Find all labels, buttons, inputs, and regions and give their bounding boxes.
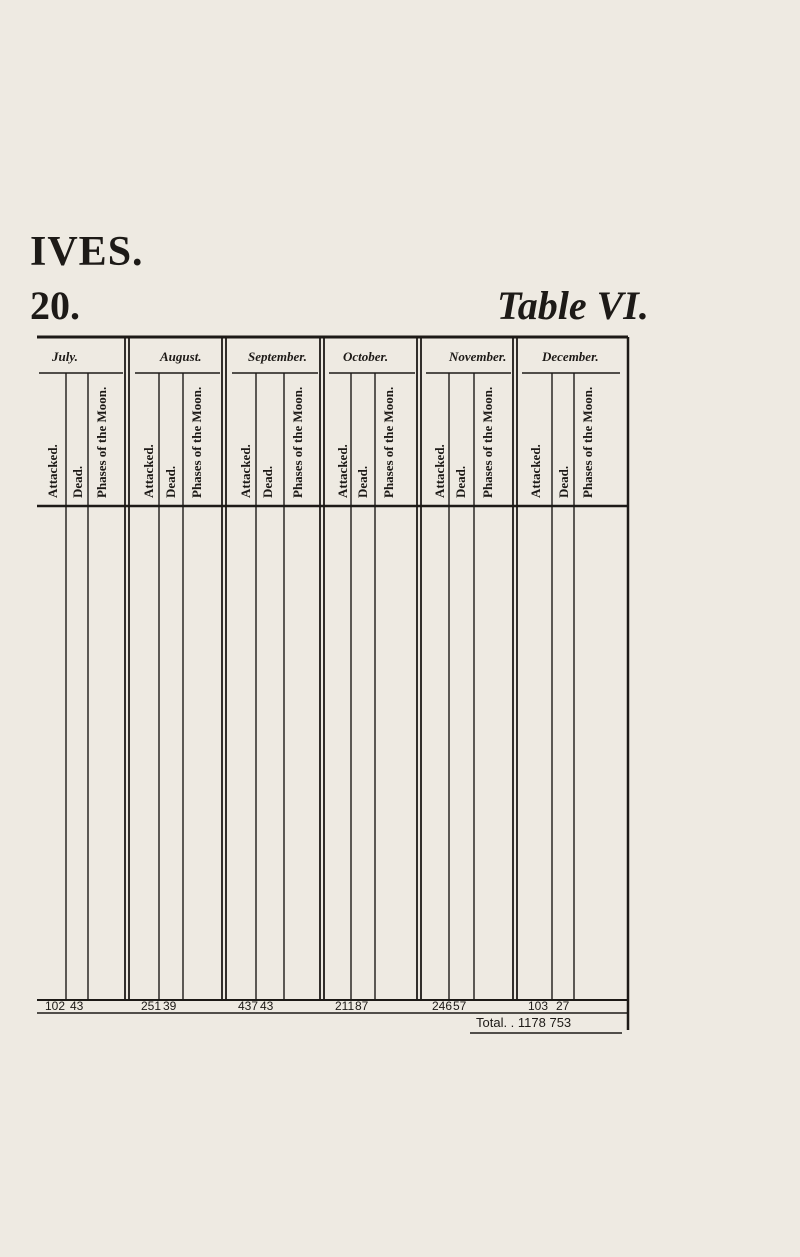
column-header-phases: Phases of the Moon.	[480, 386, 495, 498]
column-header-attacked: Attacked.	[238, 444, 253, 498]
column-header-attacked: Attacked.	[432, 444, 447, 498]
page-number: 20.	[30, 283, 80, 328]
column-header-dead: Dead.	[70, 465, 85, 498]
column-header-dead: Dead.	[453, 465, 468, 498]
table-title: Table VI.	[497, 283, 649, 328]
month-total-attacked: 246	[432, 999, 453, 1013]
page-heading: IVES.	[30, 229, 144, 275]
column-header-phases: Phases of the Moon.	[580, 386, 595, 498]
column-header-phases: Phases of the Moon.	[189, 386, 204, 498]
column-header-attacked: Attacked.	[45, 444, 60, 498]
month-total-attacked: 437	[238, 999, 259, 1013]
column-header-phases: Phases of the Moon.	[381, 386, 396, 498]
grand-total: Total. . 1178 753	[476, 1015, 572, 1030]
month-total-attacked: 251	[141, 999, 162, 1013]
month-header: October.	[343, 349, 389, 364]
month-total-dead: 27	[556, 999, 570, 1013]
month-total-attacked: 211	[335, 999, 355, 1013]
column-header-dead: Dead.	[355, 465, 370, 498]
column-header-dead: Dead.	[556, 465, 571, 498]
column-header-phases: Phases of the Moon.	[94, 386, 109, 498]
column-header-attacked: Attacked.	[528, 444, 543, 498]
column-header-dead: Dead.	[260, 465, 275, 498]
month-total-dead: 87	[355, 999, 369, 1013]
month-header: November.	[449, 349, 507, 364]
month-total-dead: 43	[70, 999, 84, 1013]
month-header: August.	[160, 349, 202, 364]
month-total-dead: 57	[453, 999, 467, 1013]
column-header-attacked: Attacked.	[335, 444, 350, 498]
month-header: December.	[542, 349, 599, 364]
month-header: September.	[248, 349, 307, 364]
column-header-attacked: Attacked.	[141, 444, 156, 498]
month-total-dead: 39	[163, 999, 177, 1013]
month-header: July.	[52, 349, 78, 364]
month-total-attacked: 103	[528, 999, 549, 1013]
column-header-phases: Phases of the Moon.	[290, 386, 305, 498]
month-total-attacked: 102	[45, 999, 66, 1013]
month-total-dead: 43	[260, 999, 274, 1013]
column-header-dead: Dead.	[163, 465, 178, 498]
